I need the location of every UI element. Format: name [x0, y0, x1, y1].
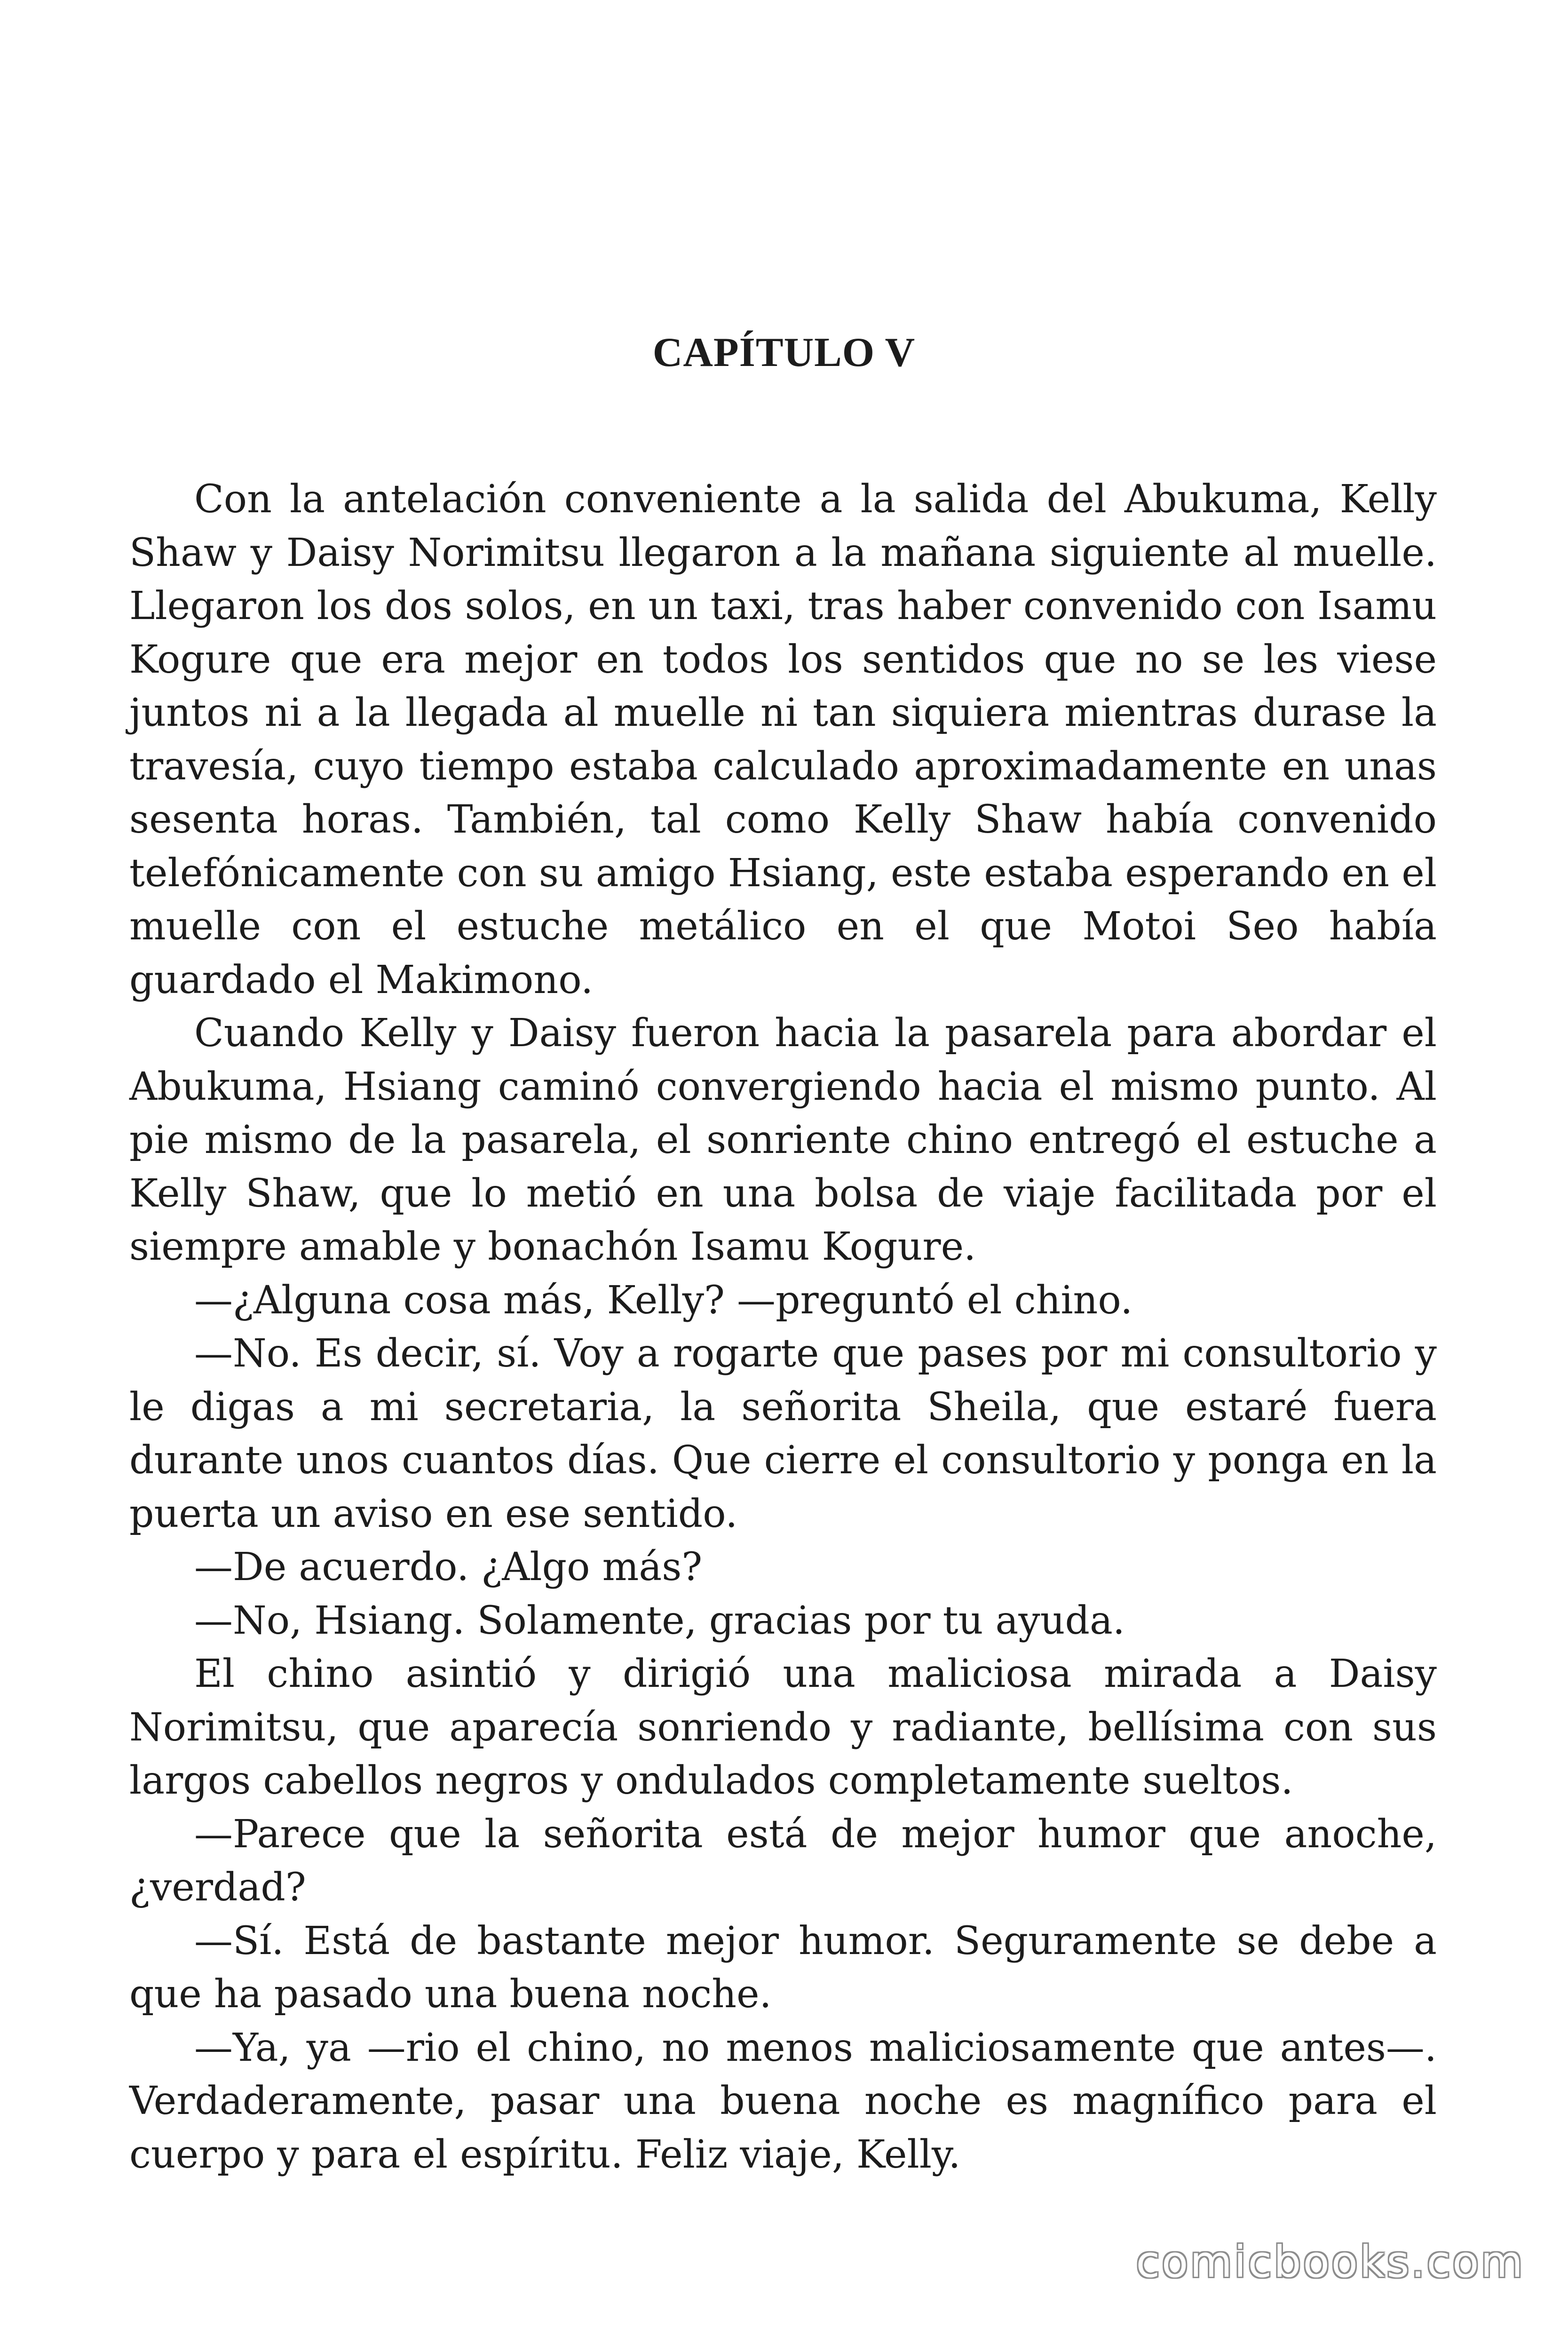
dialogue-line: —Ya, ya —rio el chino, no menos maliciosamente que antes—. Verdaderamente, pasar una buena noche es magnífico para el cuerpo y para el espíritu. Feliz viaje, Kelly.: [129, 2025, 1437, 2177]
dialogue-line: —Sí. Está de bastante mejor humor. Seguramente se debe a que ha pasado una buena noche.: [129, 1918, 1437, 2017]
dialogue-line: —Parece que la señorita está de mejor humor que anoche, ¿verdad?: [129, 1812, 1437, 1910]
paragraph: Con la antelación conveniente a la salida del Abukuma, Kelly Shaw y Daisy Norimitsu llegaron a la mañana siguiente al muelle. Llegaron los dos solos, en un taxi, tras haber convenido con Isamu Kogure que era mejor en todos los sentidos que no se les viese juntos ni a la llegada al muelle ni tan siquiera mientras durase la travesía, cuyo tiempo estaba calculado aproximadamente en unas sesenta horas. También, tal como Kelly Shaw había convenido telefónicamente con su amigo Hsiang, este estaba esperando en el muelle con el estuche metálico en el que Motoi Seo había guardado el Makimono.: [129, 477, 1437, 1002]
chapter-body: [129, 473, 1437, 2181]
paragraph: Cuando Kelly y Daisy fueron hacia la pasarela para abordar el Abukuma, Hsiang caminó convergiendo hacia el mismo punto. Al pie mismo de la pasarela, el sonriente chino entregó el estuche a Kelly Shaw, que lo metió en una bolsa de viaje facilitada por el siempre amable y bonachón Isamu Kogure.: [129, 1011, 1437, 1269]
paragraph: El chino asintió y dirigió una maliciosa mirada a Daisy Norimitsu, que aparecía sonriendo y radiante, bellísima con sus largos cabellos negros y ondulados completamente sueltos.: [129, 1652, 1437, 1803]
site-watermark: comicbooks.com: [1136, 2237, 1525, 2287]
dialogue-line: —No. Es decir, sí. Voy a rogarte que pases por mi consultorio y le digas a mi secretaria, la señorita Sheila, que estaré fuera durante unos cuantos días. Que cierre el consultorio y ponga en la puerta un aviso en ese sentido.: [129, 1331, 1437, 1536]
dialogue-line: —¿Alguna cosa más, Kelly? —preguntó el chino.: [194, 1278, 1133, 1323]
dialogue-line: —De acuerdo. ¿Algo más?: [194, 1545, 703, 1589]
chapter-title: CAPÍTULO V: [652, 330, 916, 375]
dialogue-line: —No, Hsiang. Solamente, gracias por tu ayuda.: [194, 1598, 1125, 1643]
